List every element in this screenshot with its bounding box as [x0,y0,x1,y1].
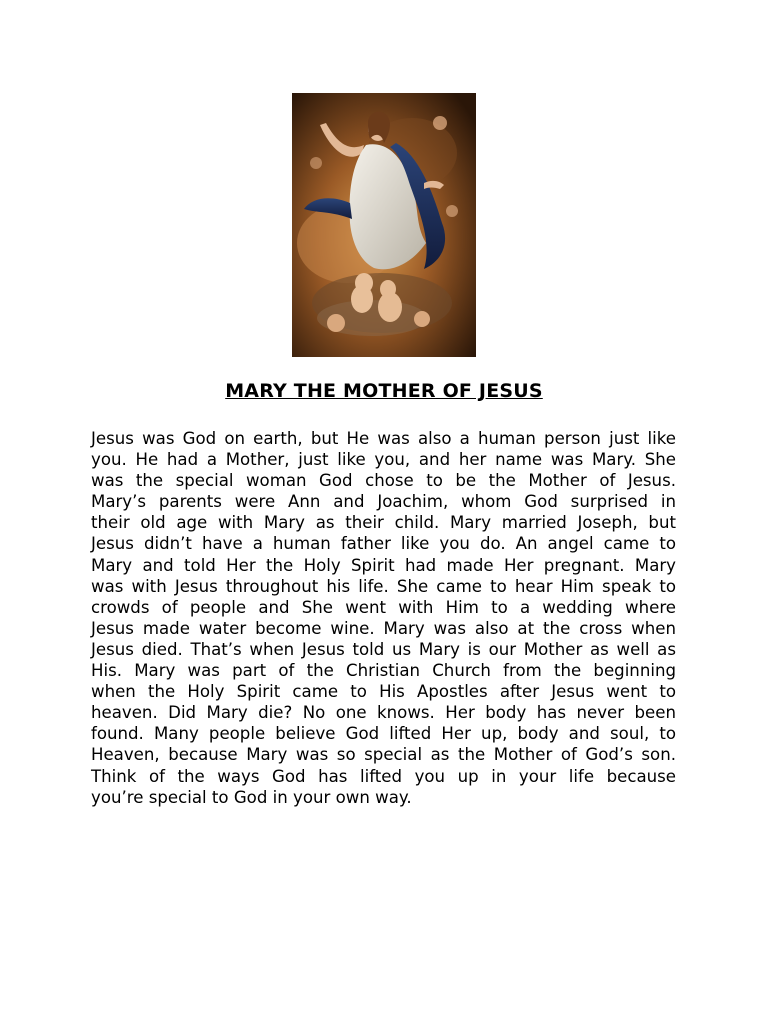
text-line: you. He had a Mother, just like you, and her name was Mary. She [91,450,676,470]
text-line: was the special woman God chose to be the Mother of Jesus. [91,471,676,491]
text-line: Jesus died. That’s when Jesus told us Mary is our Mother as well as [91,639,676,659]
text-line: found. Many people believe God lifted Her up, body and soul, to [91,724,676,744]
text-line: you’re special to God in your own way. [91,787,412,807]
text-line: heaven. Did Mary die? No one knows. Her body has never been [91,703,676,723]
body-paragraph [91,428,676,808]
text-line: was with Jesus throughout his life. She came to hear Him speak to [91,576,676,596]
text-line: their old age with Mary as their child. Mary married Joseph, but [91,513,676,533]
page-title: MARY THE MOTHER OF JESUS [225,380,543,402]
text-line: crowds of people and She went with Him to a wedding where [91,597,676,617]
text-line: Mary’s parents were Ann and Joachim, whom God surprised in [91,492,676,512]
assumption-of-mary-painting [292,93,476,357]
text-line: Heaven, because Mary was so special as the Mother of God’s son. [91,745,676,765]
text-line: Jesus made water become wine. Mary was also at the cross when [91,618,676,638]
text-line: Jesus didn’t have a human father like you do. An angel came to [91,534,676,554]
text-line: Jesus was God on earth, but He was also a human person just like [91,429,676,448]
text-line: Think of the ways God has lifted you up in your life because [91,766,676,786]
text-line: Mary and told Her the Holy Spirit had made Her pregnant. Mary [91,555,676,575]
text-line: when the Holy Spirit came to His Apostles after Jesus went to [91,682,676,702]
text-line: His. Mary was part of the Christian Church from the beginning [91,661,676,681]
